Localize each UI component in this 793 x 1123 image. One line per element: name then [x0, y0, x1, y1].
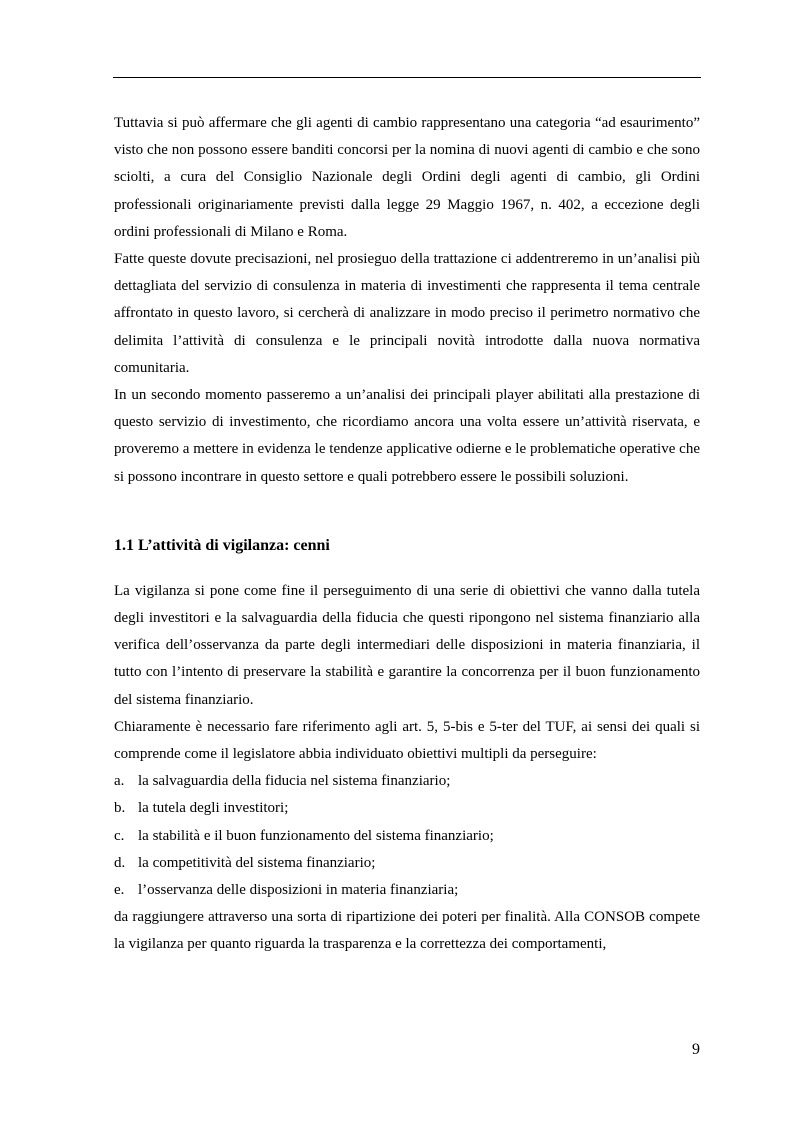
objectives-list: [114, 768, 700, 904]
list-item: [114, 850, 700, 877]
list-item-text: l’osservanza delle disposizioni in materia finanziaria;: [138, 882, 459, 899]
intro-paragraph-3: In un secondo momento passeremo a un’analisi dei principali player abilitati alla prestazione di questo servizio di investimento, che ricordiamo ancora una volta essere un’attività riservata, e proveremo a mettere in evidenza le tendenze applicative odierne e le problematiche operative che si possono incontrare in questo settore e quali potrebbero essere le possibili soluzioni.: [114, 387, 700, 485]
list-marker: e.: [114, 882, 125, 899]
intro-paragraph-2: Fatte queste dovute precisazioni, nel prosieguo della trattazione ci addentreremo in un’analisi più dettagliata del servizio di consulenza in materia di investimenti che rappresenta il tema centrale affrontato in questo lavoro, si cercherà di analizzare in modo preciso il perimetro normativo che delimita l’attività di consulenza e le principali novità introdotte dalla nuova normativa comunitaria.: [114, 251, 700, 376]
section-paragraph-2: Chiaramente è necessario fare riferimento agli art. 5, 5-bis e 5-ter del TUF, ai sensi dei quali si comprende come il legislatore abbia individuato obiettivi multipli da perseguire:: [114, 718, 700, 763]
list-item: [114, 877, 700, 904]
list-marker: d.: [114, 854, 126, 871]
closing-paragraph: da raggiungere attraverso una sorta di ripartizione dei poteri per finalità. Alla CONSOB compete la vigilanza per quanto riguarda la trasparenza e la correttezza dei comportamenti,: [114, 909, 700, 953]
list-item: [114, 795, 700, 822]
list-item-text: la salvaguardia della fiducia nel sistema finanziario;: [138, 773, 451, 790]
list-item-text: la stabilità e il buon funzionamento del sistema finanziario;: [138, 827, 494, 844]
list-marker: a.: [114, 773, 125, 790]
list-marker: b.: [114, 800, 126, 817]
list-item: [114, 823, 700, 850]
section-body: [114, 578, 700, 959]
list-marker: c.: [114, 827, 125, 844]
section-heading: 1.1 L’attività di vigilanza: cenni: [114, 536, 330, 554]
page-body: [114, 110, 700, 959]
list-item-text: la tutela degli investitori;: [138, 800, 289, 817]
section-paragraph-1: La vigilanza si pone come fine il perseguimento di una serie di obiettivi che vanno dalla tutela degli investitori e la salvaguardia della fiducia che questi ripongono nel sistema finanziario alla verifica dell’osservanza da parte degli intermediari delle disposizioni in materia finanziaria, il tutto con l’intento di preservare la stabilità e garantire la concorrenza per il buon funzionamento del sistema finanziario.: [114, 582, 700, 708]
list-item: [114, 768, 700, 795]
intro-paragraph-1: Tuttavia si può affermare che gli agenti di cambio rappresentano una categoria “ad esaurimento” visto che non possono essere banditi concorsi per la nomina di nuovi agenti di cambio e che sono sciolti, a cura del Consiglio Nazionale degli Ordini degli agenti di cambio, gli Ordini professionali originariamente previsti dalla legge 29 Maggio 1967, n. 402, a eccezione degli ordini professionali di Milano e Roma.: [114, 115, 700, 240]
list-item-text: la competitività del sistema finanziario;: [138, 854, 376, 871]
header-rule: [113, 77, 701, 78]
page-number: 9: [692, 1041, 700, 1058]
